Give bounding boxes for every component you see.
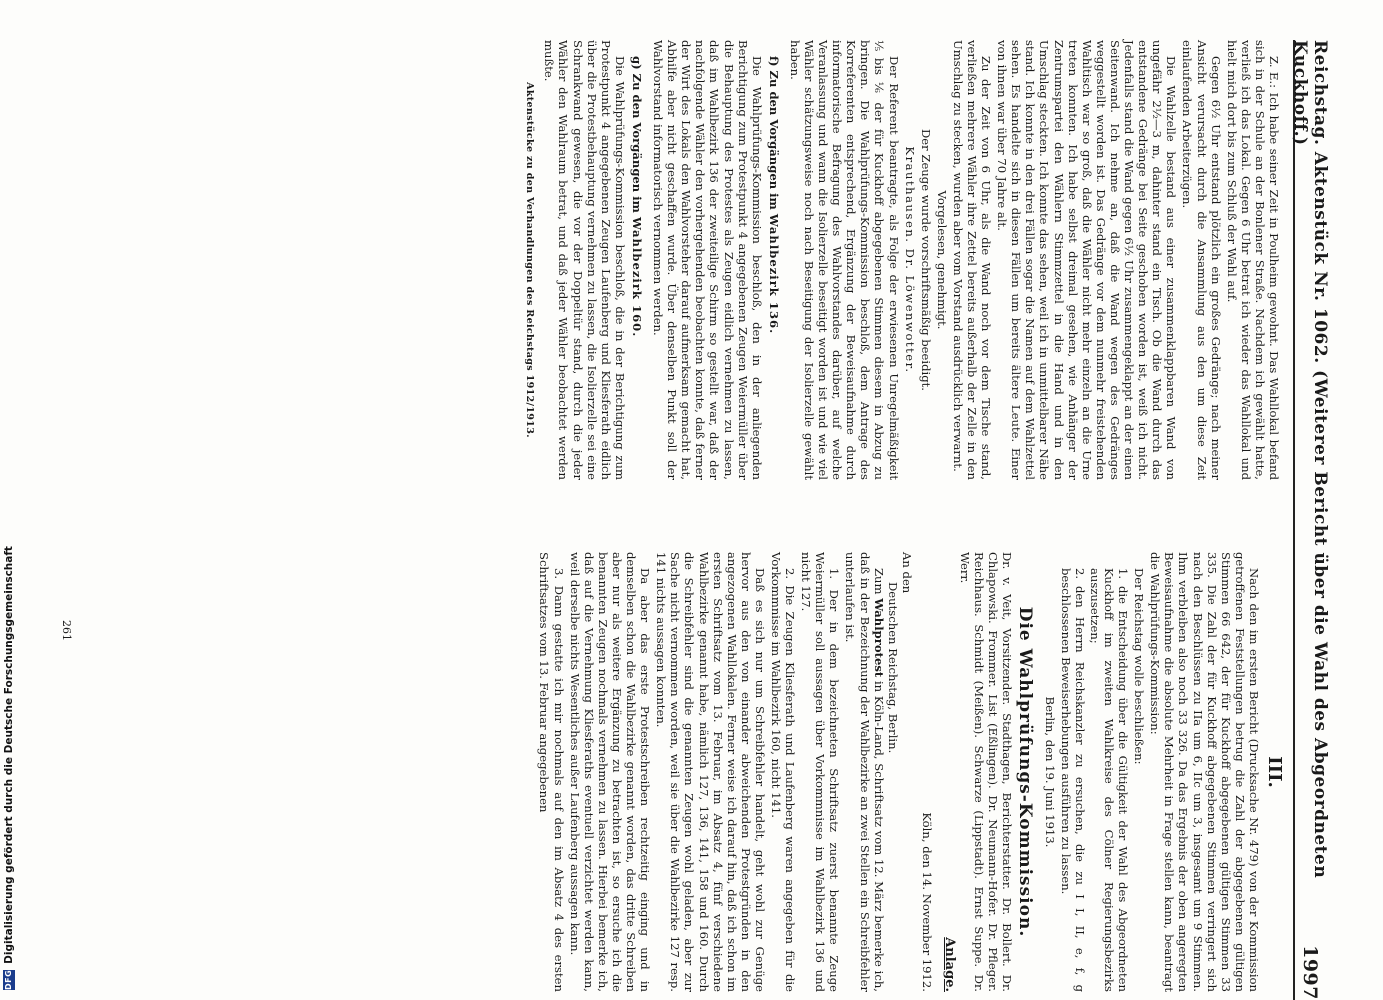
section-heading-prefix: g) Zu den Vorgängen im	[629, 56, 644, 213]
text-span: in Köln-Land, Schriftsatz vom 12. März bemerke ich, daß in der Bezeichnung der Wahlbezirke an zwei Stellen ein Schreibfehler unterlaufen ist.	[843, 552, 886, 992]
attachment-heading: Anlage.	[942, 937, 958, 992]
paragraph: 1. Der in dem bezeichneten Schriftsatz zuerst benannte Zeuge Weiermüller soll aussagen über Vorkommnisse im Wahlbezirk 136 und nicht 127.	[799, 552, 842, 992]
rotated-page-body	[55, 40, 1330, 1000]
address-line: Deutschen Reichstag, Berlin.	[885, 582, 900, 754]
header-title: Reichstag. Aktenstück Nr. 1062. (Weiterer Bericht über die Wahl des Abgeordneten Kuckhoff.)	[1290, 40, 1330, 879]
paragraph	[843, 552, 885, 992]
right-column	[535, 552, 1285, 992]
paragraph: Der Zeuge wurde vorschriftsmäßig beeidigt.	[918, 129, 933, 391]
list-item: 2.den Herrn Reichskanzler zu ersuchen, die zu I I, II, e, f, g beschlossenen Beweiserhebungen ausführen zu lassen.	[1058, 568, 1087, 992]
paragraph: Die Wahlprüfungs-Kommission beschloß, die in der Berichtigung zum Protestpunkt 4 angegebenen Zeugen Laufenberg und Kliesferath eidlich über die Protestbehauptung vernehmen zu lassen, die Isolierzelle sei eine Schrankwand gewesen, die vor der Doppeltür stand, durch die jeder Wähler den Wahlraum betrat, und daß jeder Wähler beobachtet werden mußte.	[542, 40, 627, 480]
list-item: 1.die Entscheidung über die Gültigkeit der Wahl des Abgeordneten Kuckhoff im zweiten Wahlkreise des Cölner Regierungsbezirks auszusetzen;	[1087, 568, 1131, 992]
bold-span: Wahlprotest	[871, 598, 886, 678]
paragraph: Die Wahlprüfungs-Kommission beschloß, den in der anliegenden Berichtigung zum Protestpunkt 4 angegebenen Zeugen Weiermüller über die Behauptung des Protestes als Zeugen eidlich vernehmen zu lassen, daß im Wahlbezirk 136 der zweiteilige Schirm so gestellt war, daß der nachfolgende Wähler den vorhergehenden beobachten konnte, daß ferner der Wirt des Lokals den Wahlvorsteher darauf aufmerksam gemacht hat, Abhilfe aber nicht geschaffen wurde. Über denselben Punkt soll der Wahlvorstand informatorisch vernommen werden.	[651, 40, 764, 480]
attachment-date: Köln, den 14. November 1912.	[919, 812, 934, 992]
paragraph: Da aber das erste Protestschreiben rechtzeitig einging und in demselben schon die Wahlbezirke genannt worden, das dritte Schreiben aber nur als weitere Ergänzung zu betrachten ist, so ersuche ich die benannten Zeugen nochmals vernehmen zu lassen. Hierbei bemerke ich, daß auf die Vernehmung Kliesferaths eventuell verzichtet werden kann, weil derselbe nichts Wesentliches außer Laufenberg aussagen kann.	[567, 552, 653, 992]
section-heading-bold: Wahlbezirk 136.	[766, 213, 781, 335]
paragraph: Daß es sich nur um Schreibfehler handelt, geht wohl zur Genüge hervor aus den von einander abweichenden Protestgründen in den angezogenen Wahllokalen. Ferner weise ich darauf hin, daß ich schon im ersten Schriftsatz vom 13. Februar, im Absatz 4, fünf verschiedene Wahlbezirke genannt habe, nämlich 127, 136, 141, 158 und 160. Durch die Schreibfehler sind die genannten Zeugen wohl geladen, aber zur Sache nicht vernommen worden, weil sie über die Wahlbezirke 127 resp. 141 nichts aussagen konnten.	[654, 552, 767, 992]
header-page-number: 1997	[1299, 945, 1321, 1000]
list-item-text: den Herrn Reichskanzler zu ersuchen, die zu I I, II, e, f, g beschlossenen Beweiserhebungen ausführen zu lassen.	[1058, 568, 1087, 992]
paragraph: Der Reichstag wolle beschließen:	[1132, 568, 1147, 765]
left-column	[520, 40, 1281, 480]
section-heading-prefix: f) Zu den Vorgängen im	[766, 56, 781, 210]
motion-list	[1059, 568, 1130, 992]
section-heading-bold: Wahlbezirk 160.	[629, 217, 644, 338]
list-item-text: die Entscheidung über die Gültigkeit der Wahl des Abgeordneten Kuckhoff im zweiten Wahlkreise des Cölner Regierungsbezirks auszusetzen;	[1087, 568, 1131, 992]
signatures: Krauthausen. Dr. Löwenwotter.	[902, 146, 917, 374]
date-line: Berlin, den 19. Juni 1913.	[1042, 696, 1057, 848]
member-list: Dr. v. Veit, Vorsitzender. Stadthagen, Berichterstatter. Dr. Bollert. Dr. Chlapowski. Frommer. List (Eßlingen). Dr. Neumann-Hofer. Dr. Pfleger. Reichhaus. Schmidt (Meißen). Schwarze (Lippstadt). Ernst Suppe. Dr. Werr.	[958, 552, 1015, 992]
section-heading-f	[767, 40, 781, 480]
running-header	[1290, 40, 1330, 1000]
paragraph: Z. E.: Ich habe seiner Zeit in Poulheim gewohnt. Das Wahllokal befand sich in der Schule an der Bonlener Straße. Nachdem ich gewählt hatte, verließ ich das Lokal. Gegen 6 Uhr betrat ich wieder das Wahllokal und hielt mich dort bis zum Schluß der Wahl auf.	[1224, 40, 1281, 480]
section-heading-g	[630, 40, 644, 480]
paragraph: Die Wahlzelle bestand aus einer zusammenklappbaren Wand von ungefähr 2½—3 m, dahinter stand ein Tisch. Ob die Wand durch das entstandene Gedränge bei Seite geschoben worden ist, weiß ich nicht. Jedenfalls stand die Wand gegen 6½ Uhr zusammengeklappt an der einen Seitenwand. Ich nehme an, daß die Wand wegen des Gedränges weggestellt worden ist. Das Gedränge vor dem nunmehr freistehenden Wahltisch war so groß, daß die Wähler nicht mehr einzeln an die Urne treten konnten. Ich habe selbst dreimal gesehen, wie Anhänger der Zentrumspartei den Wählern Stimmzettel in die Hand und in den Umschlag steckten. Ich konnte das sehen, weil ich in unmittelbarer Nähe stand. Ich konnte in den drei Fällen sogar die Namen auf dem Wahlzettel sehen. Es handelte sich in diesen Fällen um bereits ältere Leute. Einer von ihnen war über 70 Jahre alt.	[995, 40, 1179, 480]
page-footer-number: 261	[60, 620, 73, 641]
roman-heading: III.	[1264, 756, 1285, 788]
margin-stamp	[2, 546, 16, 990]
paragraph: Zu der Zeit von 6 Uhr, als die Wand noch vor dem Tische stand, verließen mehrere Wähler ihre Zettel bereits außerhalb der Zelle in den Umschlag zu stecken, wurden aber vom Vorstand ausdrücklich verwarnt.	[950, 40, 994, 480]
margin-stamp-text: Digitalisierung gefördert durch die Deutsche Forschungsgemeinschaft	[3, 546, 15, 964]
commission-title: Die Wahlprüfungs-Kommission.	[1015, 606, 1036, 938]
paragraph: 3. Dann gestatte ich mir nochmals auf den im Absatz 4 des ersten Schriftsatzes vom 13. Februar angegebenen	[537, 552, 566, 992]
paragraph: Gegen 6½ Uhr entstand plötzlich ein großes Gedränge; nach meiner Ansicht verursacht durch die Ansammlung aus den um diese Zeit einlaufenden Arbeiterzügen.	[1180, 40, 1223, 480]
paragraph: Der Referent beantragte, als Folge der erwiesenen Unregelmäßigkeit ⅕ bis ⅙ der für Kuckhoff abgegebenen Stimmen diesem in Abzug zu bringen. Die Wahlprüfungs-Kommission beschloß, dem Antrage des Korreferenten entsprechend, Ergänzung der Beweisaufnahme durch informatorische Befragung des Wahlvorstandes darüber, auf welche Veranlassung und wann die Isolierzelle beseitigt worden ist und wie viel Wähler schätzungsweise noch nach Beseitigung der Isolierzelle gewählt haben.	[787, 40, 901, 480]
address-line: An den	[899, 552, 914, 594]
column-footer: Aktenstücke zu den Verhandlungen des Reichstags 1912/1913.	[524, 82, 536, 438]
text-span: Zum	[871, 568, 886, 595]
paragraph: Vorgelesen, genehmigt.	[934, 190, 949, 330]
paragraph: Nach den im ersten Bericht (Drucksache Nr. 479) von der Kommission getroffenen Feststellungen betrug die Zahl der abgegebenen gültigen Stimmen 66 642, der für Kuckhoff abgegebenen gültigen Stimmen 33 335. Die Zahl der für Kuckhoff abgegebenen Stimmen verringert sich nach den Beschlüssen zu IIa um 6, IIc um 3, insgesamt um 9 Stimmen. Ihm verbleiben also noch 33 326. Da das Ergebnis der oben angeregten Beweisaufnahme die absolute Mehrheit in Frage stellen kann, beantragt die Wahlprüfungs-Kommission:	[1148, 552, 1261, 992]
paragraph: 2. Die Zeugen Kliesferath und Laufenberg waren angegeben für die Vorkommnisse im Wahlbezirk 160, nicht 141.	[769, 552, 798, 992]
dfg-logo: DFG	[4, 969, 13, 990]
